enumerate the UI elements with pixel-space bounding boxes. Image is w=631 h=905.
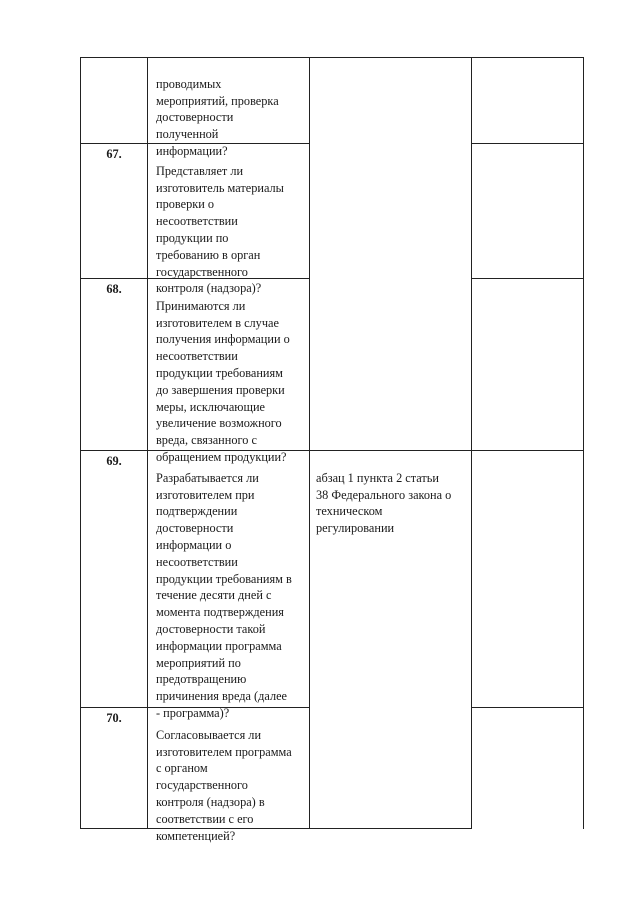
reference-text: абзац 1 пункта 2 статьи 38 Федерального закона о техническом регулировании xyxy=(316,470,452,536)
table-row xyxy=(156,710,306,844)
row-number: 67. xyxy=(106,147,122,161)
row-number: 69. xyxy=(106,454,122,468)
table-border-top xyxy=(80,57,584,58)
question-text: Представляет ли изготовитель материалы проверки о несоответствии продукции по требованию в орган государственного контроля (надзора)? xyxy=(156,163,284,296)
table-row xyxy=(156,453,306,722)
table-row xyxy=(156,59,306,160)
table-border-right xyxy=(583,57,584,829)
row-number: 68. xyxy=(106,282,122,296)
table-column-divider-2 xyxy=(309,57,310,829)
table-column-divider-1 xyxy=(147,57,148,829)
table-column-divider-3 xyxy=(471,57,472,829)
question-text: Принимаются ли изготовителем в случае получения информации о несоответствии продукции требованиям до завершения проверки меры, исключающие увеличение возможного вреда, связанного с обращением продукции? xyxy=(156,298,290,464)
row-divider-68-right xyxy=(471,278,584,279)
question-text: проводимых мероприятий, проверка достоверности полученной информации? xyxy=(156,76,279,158)
row-number: 70. xyxy=(106,711,122,725)
row-divider-70-right xyxy=(471,707,584,708)
question-text: Согласовывается ли изготовителем программа с органом государственного контроля (надзора) в соответствии с его компетенцией? xyxy=(156,727,292,843)
table-row xyxy=(156,146,306,297)
row-divider-67-right xyxy=(471,143,584,144)
question-text: Разрабатывается ли изготовителем при подтверждении достоверности информации о несоответствии продукции требованиям в течение десяти дней с момента подтверждения достоверности такой информации программа мероприятий по предотвращению причинения вреда (далее - программа)? xyxy=(156,470,292,720)
table-row xyxy=(156,281,306,466)
legal-reference xyxy=(316,453,468,537)
